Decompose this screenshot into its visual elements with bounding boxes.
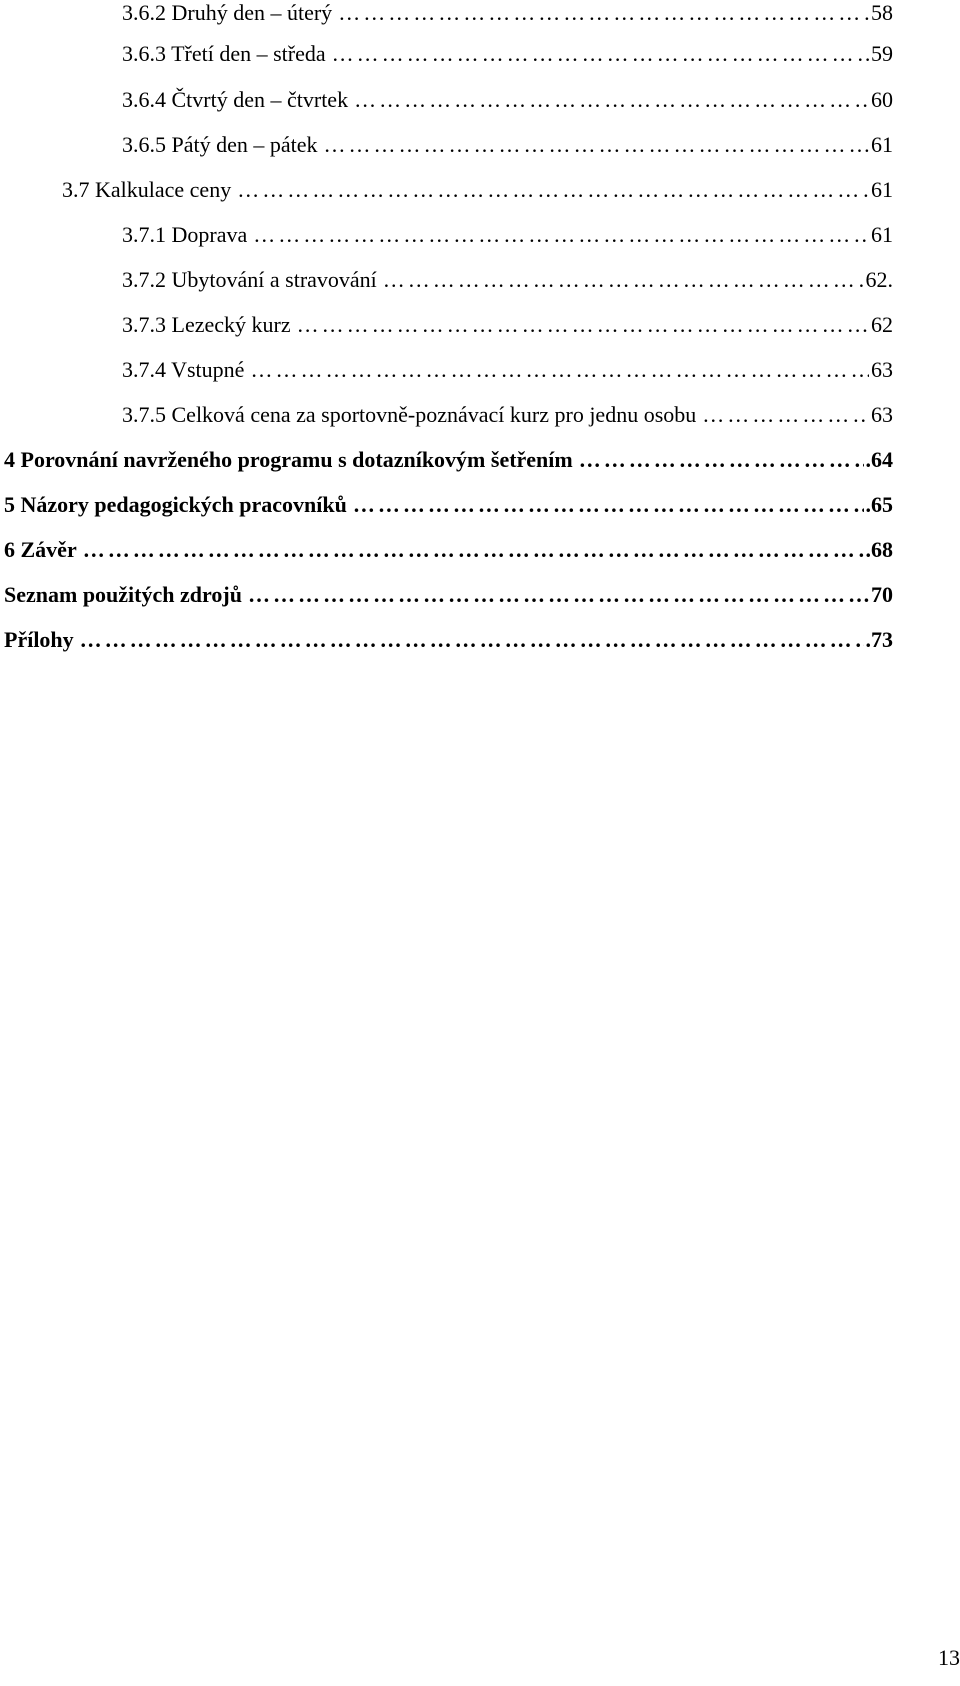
toc-entry-page: 63 bbox=[871, 402, 893, 427]
toc-entry bbox=[122, 86, 893, 114]
toc-entry-title: Seznam použitých zdrojů bbox=[4, 582, 242, 607]
toc-entry-title: 3.7.2 Ubytování a stravování bbox=[122, 267, 377, 292]
toc-entry-title: 3.6.5 Pátý den – pátek bbox=[122, 132, 318, 157]
toc-entry-page: 70 bbox=[871, 582, 893, 607]
toc-entry-page: 62 bbox=[871, 312, 893, 337]
toc-entry bbox=[122, 40, 893, 68]
toc-leader bbox=[353, 491, 864, 519]
toc-entry-title: 3.7.4 Vstupné bbox=[122, 357, 245, 382]
toc-entry bbox=[122, 221, 893, 249]
toc-entry bbox=[122, 356, 893, 384]
toc-entry-page: 60 bbox=[871, 87, 893, 112]
toc-leader bbox=[338, 0, 869, 27]
toc-leader bbox=[324, 131, 869, 159]
toc-entry-title: 3.7.1 Doprava bbox=[122, 222, 248, 247]
toc-entry-page: .65 bbox=[865, 492, 893, 517]
toc-leader bbox=[250, 356, 869, 384]
toc-entry-page: .64 bbox=[865, 447, 893, 472]
toc-entry-page: 63 bbox=[871, 357, 893, 382]
toc-leader bbox=[237, 176, 869, 204]
toc-entry-title: 3.7 Kalkulace ceny bbox=[62, 177, 232, 202]
toc-entry bbox=[4, 581, 893, 609]
toc-entry-title: 3.6.4 Čtvrtý den – čtvrtek bbox=[122, 87, 349, 112]
toc-entry-page: .73 bbox=[865, 627, 893, 652]
toc-leader bbox=[297, 311, 869, 339]
toc-leader bbox=[354, 86, 869, 114]
toc-entry-title: 3.7.3 Lezecký kurz bbox=[122, 312, 291, 337]
toc-entry bbox=[122, 401, 893, 429]
toc-leader bbox=[332, 40, 869, 68]
toc-entry bbox=[122, 266, 893, 294]
toc-entry-title: 4 Porovnání navrženého programu s dotazníkovým šetřením bbox=[4, 447, 573, 472]
toc-entry bbox=[4, 536, 893, 564]
toc-leader bbox=[383, 266, 864, 294]
toc-entry-page: .68 bbox=[865, 537, 893, 562]
toc-entry bbox=[122, 311, 893, 339]
toc-entry-title: 3.7.5 Celková cena za sportovně-poznávací kurz pro jednu osobu bbox=[122, 402, 697, 427]
toc-entry bbox=[4, 491, 893, 519]
toc-entry bbox=[62, 176, 893, 204]
toc-entry-title: Přílohy bbox=[4, 627, 74, 652]
toc-entry bbox=[122, 131, 893, 159]
toc-leader bbox=[253, 221, 869, 249]
toc-leader bbox=[80, 626, 864, 654]
toc-entry-page: 61 bbox=[871, 222, 893, 247]
toc-entry-page: 58 bbox=[871, 0, 893, 25]
toc-entry-page: 62. bbox=[865, 267, 893, 292]
toc-entry-page: 61 bbox=[871, 177, 893, 202]
toc-entry-page: 59 bbox=[871, 41, 893, 66]
toc-leader bbox=[579, 446, 864, 474]
toc-entry bbox=[122, 0, 893, 27]
toc-entry-title: 6 Závěr bbox=[4, 537, 77, 562]
page-number: 13 bbox=[938, 1645, 960, 1670]
toc-entry-title: 3.6.3 Třetí den – středa bbox=[122, 41, 326, 66]
toc-entry bbox=[4, 446, 893, 474]
toc-entry bbox=[4, 626, 893, 654]
toc-leader bbox=[248, 581, 869, 609]
toc-entry-title: 5 Názory pedagogických pracovníků bbox=[4, 492, 347, 517]
toc-entry-page: 61 bbox=[871, 132, 893, 157]
toc-entry-title: 3.6.2 Druhý den – úterý bbox=[122, 0, 333, 25]
toc-leader bbox=[702, 401, 869, 429]
toc-leader bbox=[83, 536, 864, 564]
